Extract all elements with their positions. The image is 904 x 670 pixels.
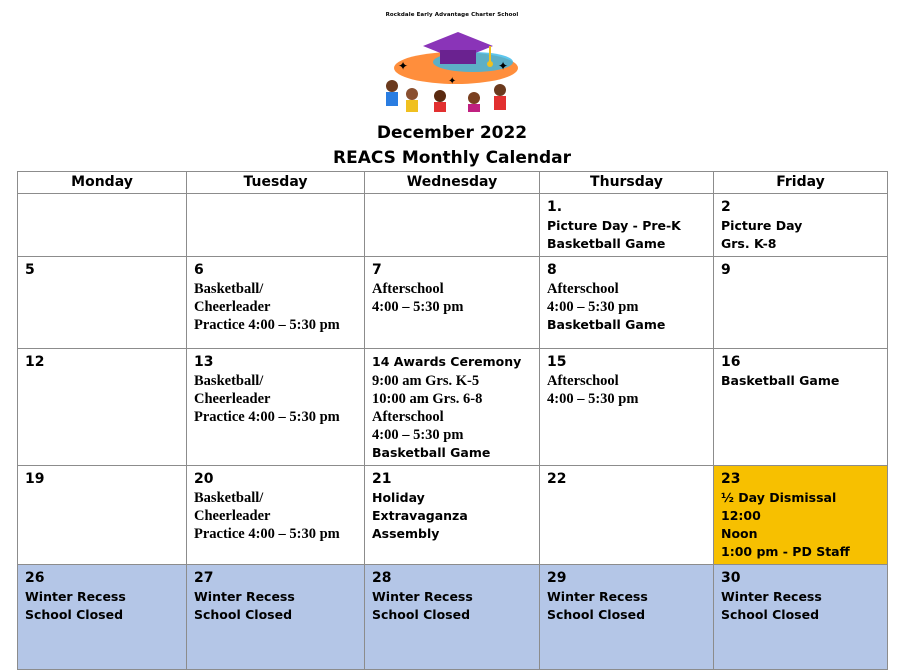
day-number: 30: [721, 570, 741, 586]
day-number: 22: [547, 471, 567, 487]
day-cell: [365, 257, 540, 349]
day-cell: [365, 466, 540, 565]
svg-text:✦: ✦: [498, 59, 509, 73]
svg-text:✦: ✦: [398, 59, 409, 73]
school-logo: [378, 12, 526, 112]
day-cell: [18, 466, 187, 565]
day-number: 8: [547, 262, 557, 278]
event-line: 9:00 am Grs. K-5: [372, 373, 480, 389]
header-monday: Monday: [18, 172, 187, 194]
day-number: 19: [25, 471, 45, 487]
event-line: Cheerleader: [194, 299, 271, 315]
day-cell: [714, 466, 888, 565]
event-line: ½ Day Dismissal 12:00: [721, 490, 837, 523]
day-cell: [540, 349, 714, 466]
day-number: 12: [25, 354, 45, 370]
event-line: Winter Recess: [194, 589, 295, 604]
event-line: 4:00 – 5:30 pm: [547, 391, 639, 407]
day-number: 9: [721, 262, 731, 278]
day-cell: [187, 349, 365, 466]
day-cell: [18, 565, 187, 670]
day-cell: [714, 257, 888, 349]
day-number: 6: [194, 262, 204, 278]
day-number: 21: [372, 471, 392, 487]
week-row: [18, 565, 888, 670]
event-line: Picture Day - Pre-K: [547, 218, 681, 233]
calendar-subtitle: REACS Monthly Calendar: [333, 148, 571, 168]
day-cell: [540, 466, 714, 565]
event-line: 14 Awards Ceremony: [372, 354, 522, 369]
graduation-cap-kids-clipart-icon: [378, 24, 526, 114]
event-line: 10:00 am Grs. 6-8: [372, 391, 483, 407]
day-cell: [187, 466, 365, 565]
event-line: Afterschool: [372, 281, 444, 297]
day-number: 29: [547, 570, 567, 586]
event-line: School Closed: [25, 607, 124, 622]
event-line: Cheerleader: [194, 391, 271, 407]
event-line: Practice 4:00 – 5:30 pm: [194, 317, 340, 333]
day-cell: [18, 257, 187, 349]
event-line: Practice 4:00 – 5:30 pm: [194, 409, 340, 425]
event-line: Winter Recess: [721, 589, 822, 604]
event-line: 4:00 – 5:30 pm: [547, 299, 639, 315]
day-number: 26: [25, 570, 45, 586]
event-line: Practice 4:00 – 5:30 pm: [194, 526, 340, 542]
event-line: Afterschool: [547, 281, 619, 297]
day-cell: [714, 194, 888, 257]
event-line: Winter Recess: [25, 589, 126, 604]
event-line: School Closed: [372, 607, 471, 622]
event-line: 1:00 pm - PD Staff: [721, 544, 850, 559]
day-cell: [714, 565, 888, 670]
header-tuesday: Tuesday: [187, 172, 365, 194]
day-number: 20: [194, 471, 214, 487]
event-line: Basketball/: [194, 490, 264, 506]
event-line: Noon: [721, 526, 758, 541]
day-number: 28: [372, 570, 392, 586]
week-row: [18, 257, 888, 349]
week-row: [18, 194, 888, 257]
day-number: 1.: [547, 199, 563, 215]
day-cell: [18, 349, 187, 466]
header-friday: Friday: [714, 172, 888, 194]
day-cell: [540, 194, 714, 257]
event-line: Basketball/: [194, 373, 264, 389]
week-row: [18, 349, 888, 466]
header-thursday: Thursday: [540, 172, 714, 194]
event-line: Basketball Game: [721, 373, 840, 388]
event-line: Basketball/: [194, 281, 264, 297]
event-line: School Closed: [547, 607, 646, 622]
event-line: 4:00 – 5:30 pm: [372, 427, 464, 443]
day-cell: [187, 565, 365, 670]
school-name-caption: Rockdale Early Advantage Charter School: [385, 12, 519, 18]
event-line: Picture Day: [721, 218, 803, 233]
day-cell: [540, 257, 714, 349]
day-cell: [187, 194, 365, 257]
day-number: 2: [721, 199, 731, 215]
event-line: Holiday: [372, 490, 425, 505]
event-line: Basketball Game: [547, 236, 666, 251]
event-line: Afterschool: [372, 409, 444, 425]
weekday-header-row: [18, 172, 888, 194]
monthly-calendar-table: [17, 171, 888, 670]
event-line: 4:00 – 5:30 pm: [372, 299, 464, 315]
event-line: Winter Recess: [547, 589, 648, 604]
day-number: 7: [372, 262, 382, 278]
svg-text:✦: ✦: [448, 76, 457, 87]
day-cell: [187, 257, 365, 349]
day-cell: [714, 349, 888, 466]
day-number: 27: [194, 570, 214, 586]
event-line: Winter Recess: [372, 589, 473, 604]
day-cell: [365, 349, 540, 466]
month-title: December 2022: [376, 123, 528, 143]
week-row: [18, 466, 888, 565]
event-line: Grs. K-8: [721, 236, 777, 251]
day-number: 16: [721, 354, 741, 370]
event-line: School Closed: [194, 607, 293, 622]
event-line: Basketball Game: [372, 445, 491, 460]
event-line: Cheerleader: [194, 508, 271, 524]
day-number: 13: [194, 354, 214, 370]
event-line: School Closed: [721, 607, 820, 622]
header-wednesday: Wednesday: [365, 172, 540, 194]
day-number: 5: [25, 262, 35, 278]
day-cell: [18, 194, 187, 257]
day-cell: [540, 565, 714, 670]
event-line: Extravaganza: [372, 508, 468, 523]
event-line: Assembly: [372, 526, 440, 541]
day-cell: [365, 565, 540, 670]
day-number: 15: [547, 354, 567, 370]
day-number: 23: [721, 471, 741, 487]
calendar-title: [0, 121, 904, 171]
day-cell: [365, 194, 540, 257]
event-line: Basketball Game: [547, 317, 666, 332]
event-line: Afterschool: [547, 373, 619, 389]
